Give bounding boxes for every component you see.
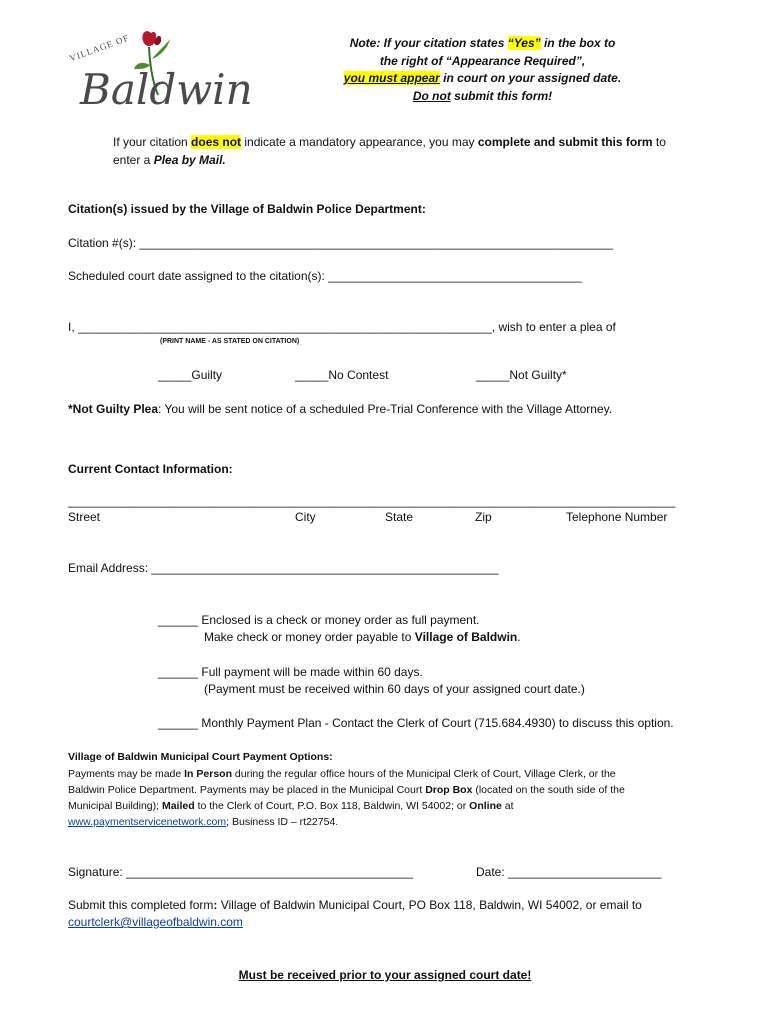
not-guilty-note [68, 402, 612, 416]
intro-plea-by-mail: Plea by Mail. [153, 153, 226, 167]
options-text: during the regular office hours of the Municipal Clerk of Court, Village Clerk, or the [232, 768, 616, 780]
note-text: the right of “Appearance Required”, [379, 53, 586, 68]
date-field[interactable]: Date: _______________________ [476, 865, 662, 879]
options-drop-box: Drop Box [425, 784, 473, 796]
note-do-not: Do not [412, 88, 451, 103]
village-logo [66, 25, 253, 120]
city-label: City [295, 510, 316, 524]
not-guilty-note-bold: *Not Guilty Plea [68, 402, 159, 416]
citation-number-field[interactable]: Citation #(s): _______________________________________________________________________ [68, 236, 614, 250]
payment-enclosed-option[interactable]: ______ Enclosed is a check or money order as full payment. [158, 613, 480, 627]
payment-payable-note [204, 630, 521, 644]
telephone-label: Telephone Number [566, 510, 668, 524]
submit-text: Village of Baldwin Municipal Court, PO Box 118, Baldwin, WI 54002, or email to [217, 898, 642, 912]
note-text: submit this form! [450, 88, 553, 103]
zip-label: Zip [475, 510, 492, 524]
intro-paragraph [113, 133, 713, 169]
plea-no-contest-option[interactable]: _____No Contest [295, 368, 389, 382]
options-text: ; Business ID – rt22754. [226, 816, 339, 828]
deadline-notice: Must be received prior to your assigned court date! [238, 968, 532, 982]
options-text: Baldwin Police Department. Payments may be placed in the Municipal Court [68, 784, 426, 796]
plea-not-guilty-option[interactable]: _____Not Guilty* [476, 368, 567, 382]
payment-options-heading: Village of Baldwin Municipal Court Payment Options: [68, 751, 333, 763]
note-text: Note: If your citation states [349, 36, 508, 50]
intro-text: indicate a mandatory appearance, you may [241, 135, 478, 149]
payment-options-line [68, 782, 625, 799]
submit-text: Submit this completed form [68, 898, 214, 912]
print-name-hint: (PRINT NAME - AS STATED ON CITATION) [160, 338, 300, 345]
options-text: at [501, 800, 514, 812]
options-text: (located on the south side of the [472, 784, 625, 796]
logo-village-of: VILLAGE OF [68, 32, 131, 64]
payable-text: . [517, 630, 521, 644]
note-yes-highlight: “Yes” [507, 36, 541, 50]
payment-60-days-note: (Payment must be received within 60 days of your assigned court date.) [204, 682, 585, 696]
logo-baldwin: Baldwin [80, 65, 253, 114]
print-name-field[interactable]: I, ______________________________________________________________, wish to enter a plea of [68, 320, 616, 334]
signature-field[interactable]: Signature: ___________________________________________ [68, 865, 414, 879]
payment-plan-option[interactable]: ______ Monthly Payment Plan - Contact the Clerk of Court (715.684.4930) to discuss this option. [158, 716, 674, 730]
court-clerk-email[interactable]: courtclerk@villageofbaldwin.com [68, 915, 243, 929]
address-field[interactable]: ___________________________________________________________________________________________ [68, 494, 676, 508]
intro-bold: complete and submit this form [477, 135, 653, 149]
intro-text: If your citation [113, 135, 192, 149]
payable-text: Make check or money order payable to [204, 630, 415, 644]
court-date-field[interactable]: Scheduled court date assigned to the citation(s): ______________________________________ [68, 269, 582, 283]
note-text: in the box to [540, 36, 616, 50]
court-clerk-email-link[interactable] [68, 915, 243, 929]
payment-60-days-option[interactable]: ______ Full payment will be made within 60 days. [158, 665, 423, 679]
payment-options-line [68, 798, 514, 815]
intro-text: enter a [113, 153, 154, 167]
intro-text: to [652, 135, 666, 149]
plea-guilty-option[interactable]: _____Guilty [158, 368, 223, 382]
appearance-note [330, 35, 635, 105]
email-field[interactable]: Email Address: ____________________________________________________ [68, 561, 499, 575]
options-in-person: In Person [184, 768, 232, 780]
options-text: Payments may be made [68, 768, 185, 780]
intro-does-not: does not [191, 135, 242, 149]
note-must-appear: you must appear [343, 71, 440, 85]
options-text: Municipal Building); [68, 800, 162, 812]
state-label: State [385, 510, 414, 524]
contact-heading: Current Contact Information: [68, 462, 233, 476]
street-label: Street [68, 510, 101, 524]
not-guilty-note-text: : You will be sent notice of a scheduled Pre-Trial Conference with the Village Attorney. [158, 402, 613, 416]
payment-service-link[interactable]: www.paymentservicenetwork.com [68, 816, 227, 828]
payable-village: Village of Baldwin [414, 630, 518, 644]
note-text: in court on your assigned date. [439, 71, 622, 85]
options-text: to the Clerk of Court, P.O. Box 118, Baldwin, WI 54002; or [194, 800, 470, 812]
payment-options-line [68, 766, 616, 783]
submit-instructions [68, 898, 642, 912]
citation-heading: Citation(s) issued by the Village of Baldwin Police Department: [68, 202, 426, 216]
payment-options-line [68, 814, 338, 831]
options-online: Online [469, 800, 502, 812]
submit-colon: : [213, 898, 218, 912]
options-mailed: Mailed [161, 800, 195, 812]
